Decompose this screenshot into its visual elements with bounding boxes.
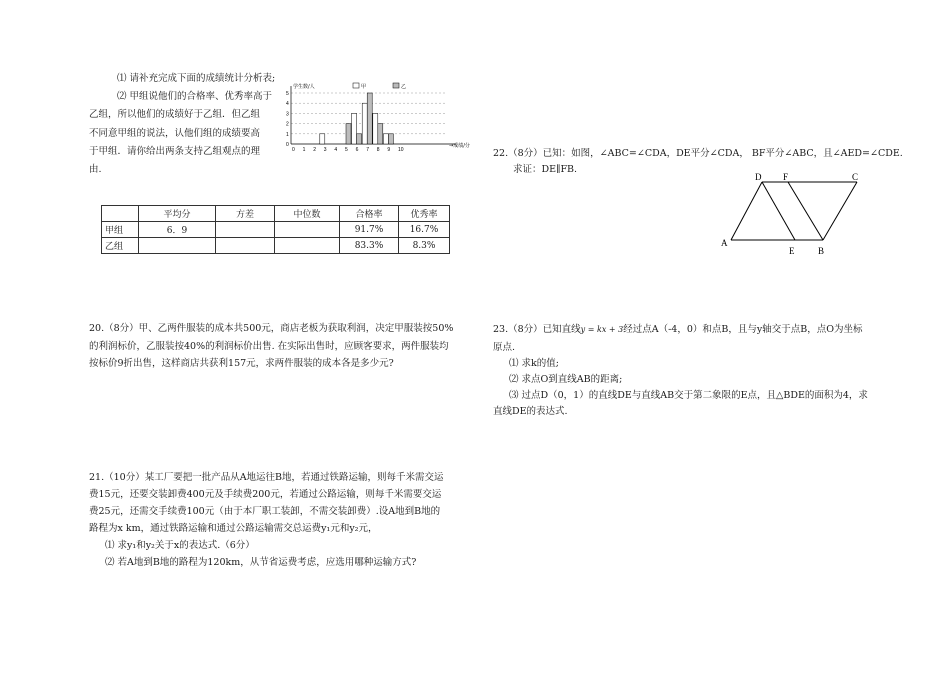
x-tick-label: 2 <box>313 147 316 153</box>
x-tick-label: 6 <box>355 147 359 153</box>
table-cell <box>216 222 275 238</box>
legend-swatch-yi <box>393 83 399 88</box>
table-cell: 乙组 <box>102 238 139 254</box>
legend-swatch-jia <box>353 83 359 88</box>
q19-part2-line: ⑵ 甲组说他们的合格率、优秀率高于 <box>117 91 273 102</box>
q23-line: ⑵ 求点O到直线AB的距离; <box>509 374 623 385</box>
table-cell <box>216 238 275 254</box>
q21-line: ⑵ 若A地到B地的路程为120km，从节省运费考虑，应选用哪种运输方式? <box>105 557 417 568</box>
y-tick-label: 5 <box>286 91 289 97</box>
q22-figure <box>715 168 865 258</box>
segment-ad <box>731 182 762 240</box>
q23-formula: y = kx + 3 <box>580 325 624 334</box>
q19-part2-line: 不同意甲组的说法，认他们组的成绩要高 <box>89 127 261 139</box>
x-tick-label: 5 <box>345 147 348 153</box>
q23-title-b: 经过点A（-4，0）和点B，且与y轴交于点B，点O为坐标 <box>623 324 863 335</box>
table-cell: 合格率 <box>340 206 399 222</box>
q21-line: 路程为x km，通过铁路运输和通过公路运输需交总运费y₁元和y₂元， <box>89 523 378 534</box>
q23-line: 原点. <box>493 342 516 353</box>
q23-line: 直线DE的表达式. <box>493 406 568 417</box>
table-cell: 16.7% <box>399 222 450 238</box>
table-cell: 8.3% <box>399 238 450 254</box>
score-bar-chart <box>283 80 475 154</box>
q20-line: 的利润标价，乙服装按40%的利润标价出售. 在实际出售时，应顾客要求，两件服装均 <box>89 340 449 352</box>
bar-yi <box>388 134 393 144</box>
q21-line: 费15元，还要交装卸费400元及手续费200元，若通过公路运输，则每千米需要交运 <box>89 489 442 500</box>
y-tick-label: 2 <box>286 121 289 128</box>
q22-line: 22.（8分）已知：如图，∠ABC=∠CDA，DE平分∠CDA， BF平分∠ABC，且∠AED=∠CDE. <box>493 148 903 159</box>
x-axis-label: →成绩/分 <box>449 143 470 149</box>
q21-line: ⑴ 求y₁和y₂关于x的表达式.（6分） <box>105 540 255 551</box>
table-cell: 平均分 <box>139 206 216 222</box>
legend-label-yi: 乙 <box>401 84 407 90</box>
bar-jia <box>383 134 388 144</box>
x-tick-label: 9 <box>387 147 391 153</box>
table-cell <box>102 206 139 222</box>
bar-jia <box>352 113 357 144</box>
y-tick-label: 4 <box>286 101 289 108</box>
table-header-row <box>102 206 450 222</box>
table-cell: 优秀率 <box>399 206 450 222</box>
q19-part2-line: 于甲组．请你给出两条支持乙组观点的理 <box>89 145 261 157</box>
q23-title <box>493 323 862 336</box>
x-tick-label: 10 <box>398 147 404 153</box>
segment-bc <box>823 182 857 240</box>
label-f: F <box>783 172 789 182</box>
y-tick-label: 3 <box>286 111 289 118</box>
table-cell <box>275 238 340 254</box>
q19-part2-line: 乙组，所以他们的成绩好于乙组．但乙组 <box>89 109 261 121</box>
bar-yi <box>346 124 351 144</box>
bar-yi <box>357 134 362 144</box>
q23-line: ⑴ 求k的值; <box>509 358 559 369</box>
bar-jia <box>362 103 367 144</box>
bar-yi <box>367 93 372 144</box>
table-row <box>102 238 450 254</box>
x-tick-label: 8 <box>376 147 380 153</box>
y-tick-label: 0 <box>286 142 289 148</box>
table-cell: 83.3% <box>340 238 399 254</box>
bar-jia <box>373 113 378 144</box>
segment-de <box>762 182 795 240</box>
q22-line: 求证：DE∥FB. <box>513 164 578 175</box>
x-tick-label: 1 <box>302 147 306 153</box>
label-e: E <box>789 246 795 256</box>
table-cell <box>139 238 216 254</box>
q23-title-a: 23.（8分）已知直线 <box>493 324 581 335</box>
q21-line: 费25元，还需交手续费100元（由于本厂职工装卸，不需交装卸费）.设A地到B地的 <box>89 506 441 517</box>
q19-intro: ⑴ 请补充完成下面的成绩统计分析表; <box>117 73 276 84</box>
table-cell: 中位数 <box>275 206 340 222</box>
y-tick-label: 1 <box>286 131 289 138</box>
label-b: B <box>818 246 825 256</box>
q20-line: 20.（8分）甲、乙两件服装的成本共500元，商店老板为获取利润，决定甲服装按50% <box>89 323 454 334</box>
x-tick-label: 3 <box>323 147 327 153</box>
q23-line: ⑶ 过点D（0，1）的直线DE与直线AB交于第二象限的E点，且△BDE的面积为4，求 <box>509 390 868 401</box>
x-tick-label: 0 <box>292 147 295 153</box>
x-tick-label: 4 <box>334 147 338 153</box>
q19-part2-line: 由. <box>89 164 102 176</box>
q20-line: 按标价9折出售，这样商店共获利157元，求两件服装的成本各是多少元? <box>89 358 394 369</box>
table-row <box>102 222 450 238</box>
table-cell: 方差 <box>216 206 275 222</box>
bar-yi <box>378 124 383 144</box>
segment-fb <box>788 182 823 240</box>
bar-jia <box>320 134 325 144</box>
table-cell <box>275 222 340 238</box>
y-axis-label: 学生数/人 <box>293 84 315 90</box>
table-cell: 甲组 <box>102 222 139 238</box>
label-a: A <box>721 238 728 248</box>
legend-label-jia: 甲 <box>361 84 367 90</box>
stats-table <box>101 205 450 254</box>
table-cell: 91.7% <box>340 222 399 238</box>
table-cell: 6．9 <box>139 222 216 238</box>
q21-line: 21.（10分）某工厂要把一批产品从A地运往B地，若通过铁路运输，则每千米需交运 <box>89 472 444 483</box>
label-d: D <box>755 172 762 182</box>
x-tick-label: 7 <box>366 147 369 153</box>
label-c: C <box>852 172 859 182</box>
